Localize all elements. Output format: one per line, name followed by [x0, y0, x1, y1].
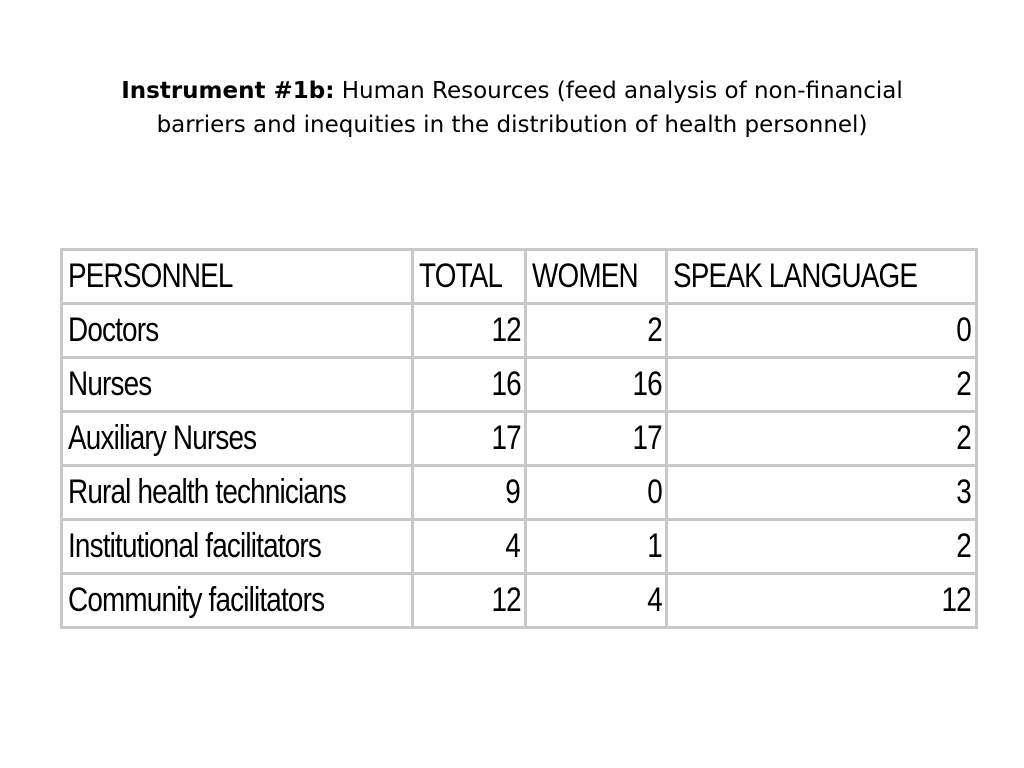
column-header-women: WOMEN — [526, 250, 667, 304]
cell-total: 12 — [412, 574, 525, 628]
cell-speak-language: 12 — [667, 574, 977, 628]
cell-personnel: Community facilitators — [62, 574, 413, 628]
column-header-speak-language: SPEAK LANGUAGE — [667, 250, 977, 304]
cell-total: 16 — [412, 358, 525, 412]
cell-speak-language: 2 — [667, 520, 977, 574]
table-row — [62, 520, 977, 574]
cell-speak-language: 2 — [667, 358, 977, 412]
cell-total: 17 — [412, 412, 525, 466]
cell-total: 9 — [412, 466, 525, 520]
cell-speak-language: 0 — [667, 304, 977, 358]
cell-speak-language: 2 — [667, 412, 977, 466]
table-header-row — [62, 250, 977, 304]
cell-women: 17 — [526, 412, 667, 466]
cell-women: 1 — [526, 520, 667, 574]
cell-personnel: Nurses — [62, 358, 413, 412]
page-title — [120, 74, 904, 142]
cell-personnel: Auxiliary Nurses — [62, 412, 413, 466]
cell-personnel: Institutional facilitators — [62, 520, 413, 574]
title-description: Human Resources (feed analysis of non-financial barriers and inequities in the distribution of health personnel) — [156, 78, 903, 138]
cell-personnel: Doctors — [62, 304, 413, 358]
cell-total: 4 — [412, 520, 525, 574]
cell-women: 2 — [526, 304, 667, 358]
cell-women: 0 — [526, 466, 667, 520]
column-header-total: TOTAL — [412, 250, 525, 304]
table-row — [62, 574, 977, 628]
cell-speak-language: 3 — [667, 466, 977, 520]
personnel-table — [60, 248, 978, 629]
cell-women: 4 — [526, 574, 667, 628]
table-row — [62, 358, 977, 412]
cell-total: 12 — [412, 304, 525, 358]
cell-women: 16 — [526, 358, 667, 412]
table-row — [62, 412, 977, 466]
table-row — [62, 466, 977, 520]
cell-personnel: Rural health technicians — [62, 466, 413, 520]
title-instrument-label: Instrument #1b: — [121, 78, 335, 104]
table-row — [62, 304, 977, 358]
column-header-personnel: PERSONNEL — [62, 250, 413, 304]
